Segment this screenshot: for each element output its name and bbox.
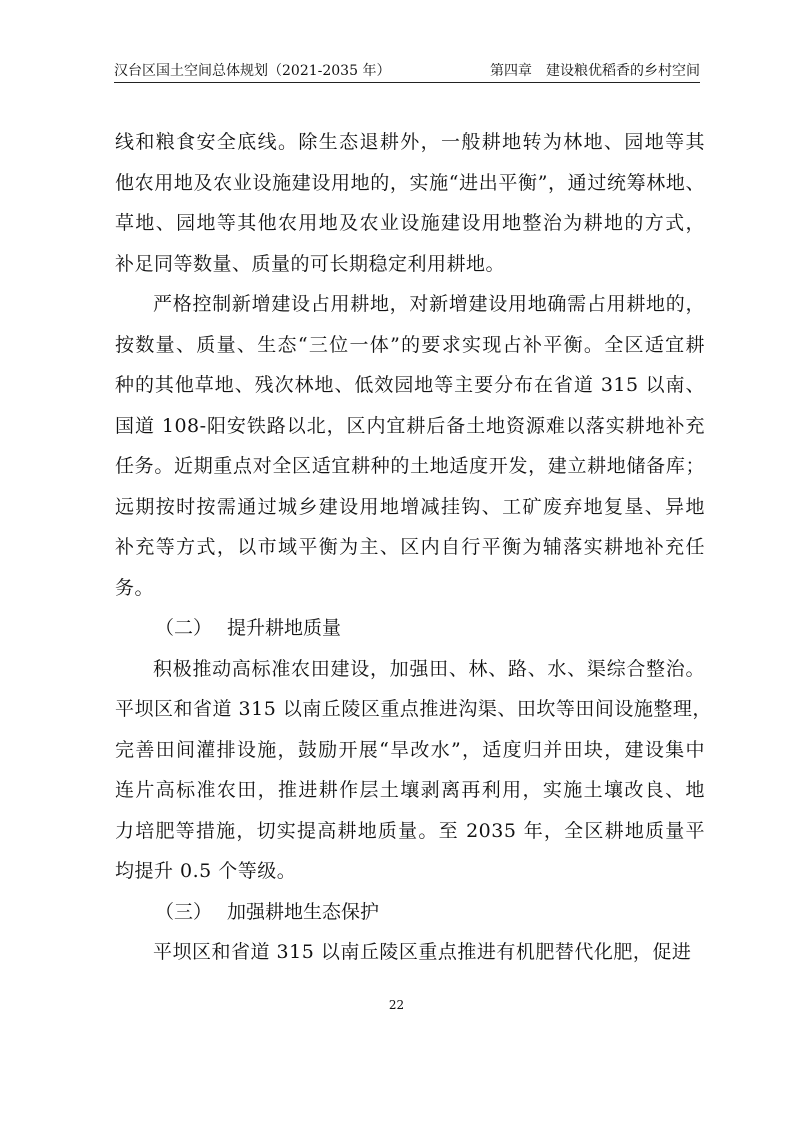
text-line: 按数量、质量、生态“三位一体”的要求实现占补平衡。全区适宜耕 [115,333,705,356]
text-line: 种的其他草地、残次林地、低效园地等主要分布在省道 315 以南、 [115,374,705,396]
paragraph [115,122,705,284]
text-line: 务。 [115,576,155,599]
text-line: 远期按时按需通过城乡建设用地增减挂钩、工矿废弃地复垦、异地 [115,495,705,518]
paragraph [115,932,705,973]
text-line: 均提升 0.5 个等级。 [115,860,297,882]
document-body [115,122,712,973]
text-line: 草地、园地等其他农用地及农业设施建设用地整治为耕地的方式， [115,212,705,234]
paragraph [115,649,712,892]
text-line: 线和粮食安全底线。除生态退耕外，一般耕地转为林地、园地等其 [115,131,705,153]
text-line: 任务。近期重点对全区适宜耕种的土地适度开发，建立耕地储备库； [115,455,705,477]
paragraph [115,284,705,608]
page-number: 22 [388,998,405,1012]
text-line: 平坝区和省道 315 以南丘陵区重点推进沟渠、田坎等田间设施整理， [115,698,712,720]
text-line: 连片高标准农田，推进耕作层土壤剥离再利用，实施土壤改良、地 [115,779,705,801]
text-line: 完善田间灌排设施，鼓励开展“旱改水”，适度归并田块，建设集中 [115,738,705,761]
header-document-title: 汉台区国土空间总体规划（2021-2035 年） [114,63,391,79]
text-line: 补充等方式，以市域平衡为主、区内自行平衡为辅落实耕地补充任 [115,536,705,558]
text-line: 国道 108-阳安铁路以北，区内宜耕后备土地资源难以落实耕地补充 [115,414,705,437]
section-heading [115,608,705,649]
text-line: 积极推动高标准农田建设，加强田、林、路、水、渠综合整治。 [153,657,705,680]
page-header [114,60,700,83]
text-line: 补足同等数量、质量的可长期稳定利用耕地。 [115,252,506,275]
header-chapter-title: 第四章 建设粮优稻香的乡村空间 [490,63,700,79]
text-line: 力培肥等措施，切实提高耕地质量。至 2035 年，全区耕地质量平 [115,819,705,842]
text-line: 他农用地及农业设施建设用地的，实施“进出平衡”，通过统筹林地、 [115,171,705,194]
section-title: 加强耕地生态保护 [227,900,380,923]
section-title: 提升耕地质量 [227,617,342,639]
section-heading [115,892,705,933]
text-line: 平坝区和省道 315 以南丘陵区重点推进有机肥替代化肥，促进 [153,941,692,963]
section-number: （二） [155,617,213,639]
text-line: 严格控制新增建设占用耕地，对新增建设用地确需占用耕地的， [153,293,705,315]
section-number: （三） [155,900,213,923]
